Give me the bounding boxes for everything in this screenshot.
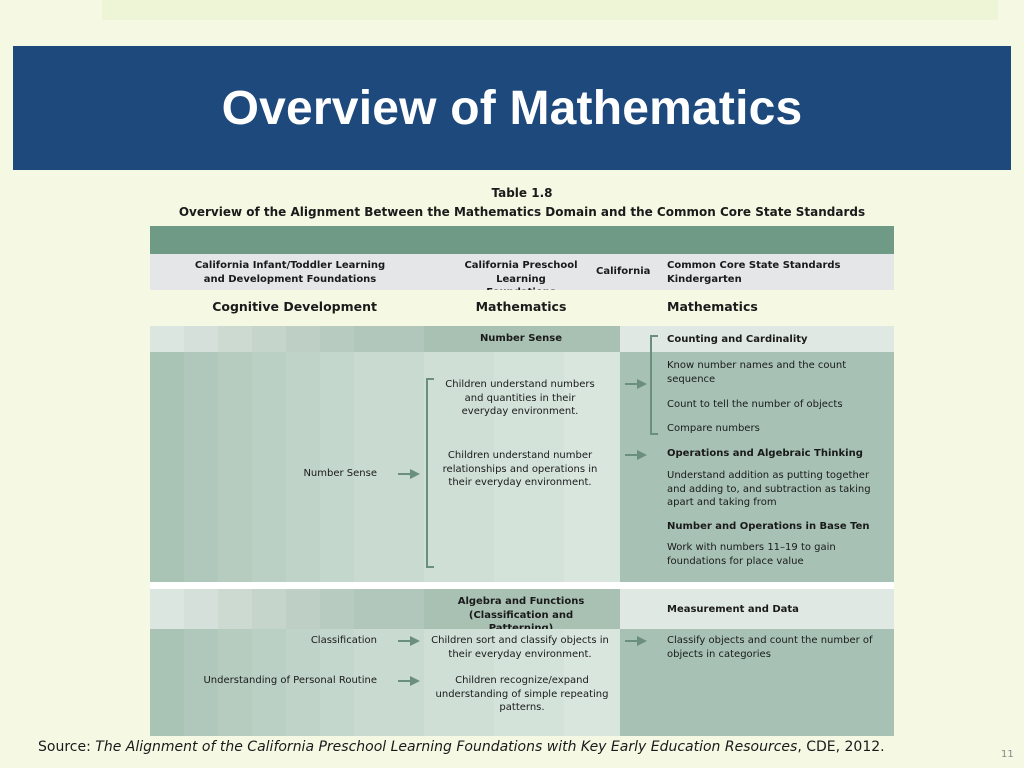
source-citation (38, 739, 885, 755)
top-strip (102, 0, 998, 20)
section1-col1-item: Number Sense (303, 468, 377, 479)
header-col2-extra: California (596, 266, 651, 277)
table-top-bar (150, 226, 894, 254)
section2-col2-item1: Children sort and classify objects in their everyday environment. (431, 635, 609, 660)
alignment-table (150, 226, 894, 736)
section1-col3-oat-header: Operations and Algebraic Thinking (667, 448, 863, 459)
section1-col3-counting-2: Count to tell the number of objects (667, 399, 843, 410)
section-divider (150, 582, 894, 589)
section2-col2-header-line1: Algebra and Functions (457, 596, 585, 607)
source-suffix: , CDE, 2012. (797, 739, 885, 755)
header-col1 (190, 259, 390, 286)
section1-col3-counting-3: Compare numbers (667, 423, 760, 434)
section1-col3-oat-item: Understand addition as putting together and adding to, and subtraction as taking apart and taking from (667, 470, 871, 508)
header-col3-line2: Kindergarten (667, 273, 742, 285)
section2-col2-header-line2: (Classification and (468, 609, 574, 621)
section1-col2-item2: Children understand number relationships and operations in their everyday environment. (442, 450, 598, 488)
section1-col3-bracket (650, 335, 658, 435)
table-header-row (150, 254, 894, 290)
section1-col3-counting-1: Know number names and the count sequence (667, 360, 847, 385)
section2-col1-item2: Understanding of Personal Routine (203, 675, 377, 686)
section1-col2-item1: Children understand numbers and quantities in their everyday environment. (445, 379, 595, 417)
domain-col2: Mathematics (475, 299, 567, 314)
arrow-right-icon (398, 469, 420, 479)
domain-col1: Cognitive Development (212, 299, 377, 314)
header-col2-line1: California Preschool Learning (464, 260, 578, 285)
table-number: Table 1.8 (491, 186, 553, 200)
section1-col3-nbt-header: Number and Operations in Base Ten (667, 521, 870, 532)
slide-title: Overview of Mathematics (221, 81, 803, 135)
section1-col2-bracket (426, 378, 434, 568)
title-banner (13, 46, 1011, 170)
arrow-right-icon (625, 379, 647, 389)
header-col3 (667, 259, 887, 286)
source-title: The Alignment of the California Preschool Learning Foundations with Key Early Education Resources (95, 739, 798, 755)
table-title: Overview of the Alignment Between the Mathematics Domain and the Common Core State Standards (178, 205, 866, 219)
section1-col2-header: Number Sense (479, 333, 563, 344)
arrow-right-icon (398, 636, 420, 646)
header-col1-line2: and Development Foundations (203, 273, 377, 285)
domain-col3: Mathematics (667, 299, 758, 314)
arrow-right-icon (625, 636, 647, 646)
section2-col3-header: Measurement and Data (667, 604, 799, 615)
section1-col3-header: Counting and Cardinality (667, 334, 808, 345)
arrow-right-icon (398, 676, 420, 686)
header-col1-line1: California Infant/Toddler Learning (194, 260, 386, 271)
section2-col2-item2: Children recognize/expand understanding of simple repeating patterns. (435, 675, 609, 713)
slide-number: 11 (1001, 749, 1014, 760)
source-prefix: Source: (38, 739, 96, 755)
section2-col3-item1: Classify objects and count the number of objects in categories (667, 635, 873, 660)
section2-col1-item1: Classification (310, 635, 377, 646)
header-col3-line1: Common Core State Standards (667, 260, 841, 271)
arrow-right-icon (625, 450, 647, 460)
domain-row (150, 290, 894, 326)
section1-col3-nbt-item: Work with numbers 11–19 to gain foundations for place value (667, 542, 836, 567)
table-caption (150, 184, 894, 222)
